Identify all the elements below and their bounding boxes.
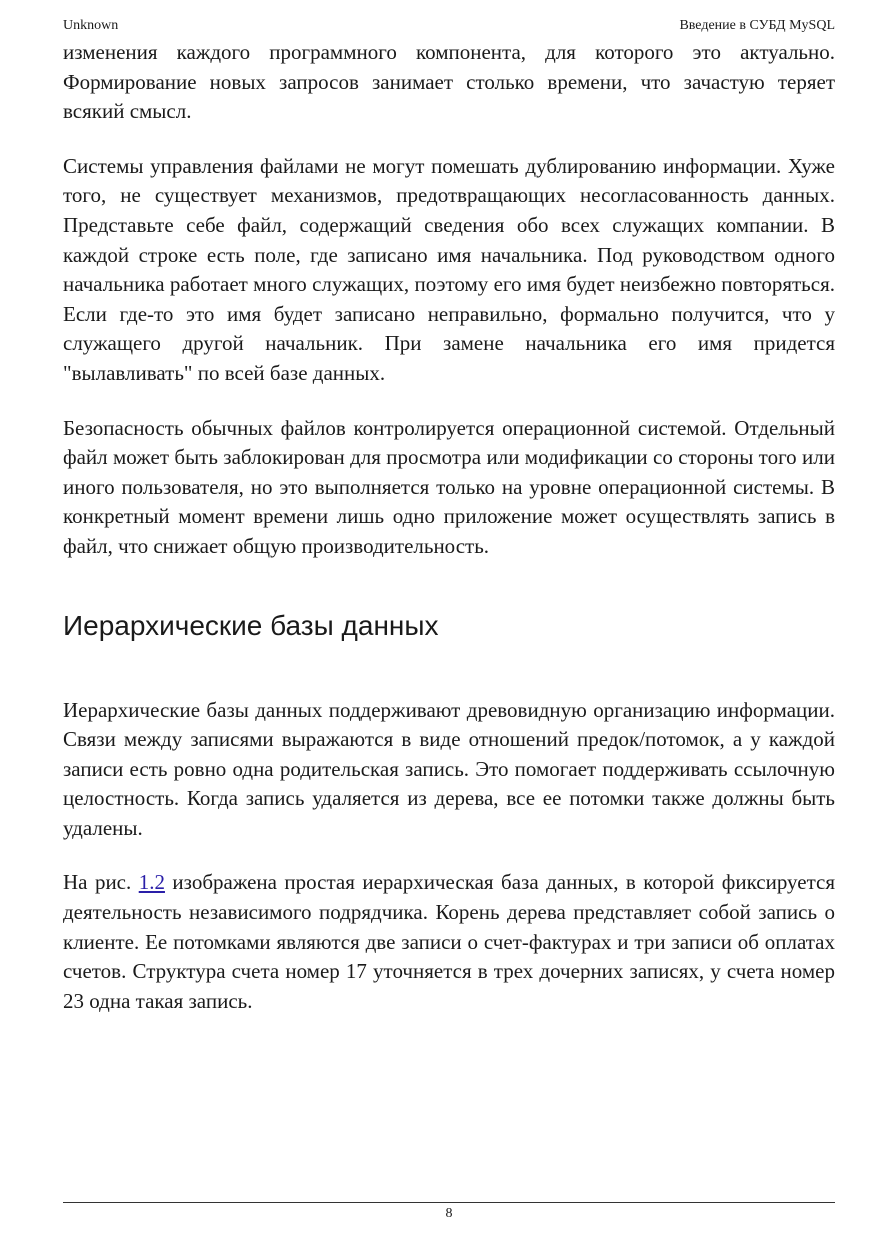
running-header — [63, 16, 835, 36]
header-left-text: Unknown — [63, 18, 119, 33]
page-body — [63, 38, 835, 1016]
figure-reference-link[interactable]: 1.2 — [138, 870, 165, 895]
header-document-title: Введение в СУБД MySQL — [679, 18, 835, 33]
paragraph-figure-description — [63, 868, 835, 1016]
paragraph-duplication: Системы управления файлами не могут помешать дублированию информации. Хуже того, не существует механизмов, предотвращающих несогласованность данных. Представьте себе файл, содержащий сведения обо всех служащих компании. В каждой строке есть поле, где записано имя начальника. Под руководством одного начальника работает много служащих, поэтому его имя будет неизбежно повторяться. Если где-то это имя будет записано неправильно, формально получится, что у служащего другой начальник. При замене начальника его имя придется "вылавливать" по всей базе данных. — [63, 153, 835, 385]
paragraph-continuation: изменения каждого программного компонента, для которого это актуально. Формирование новых запросов занимает столько времени, что зачастую теряет всякий смысл. — [63, 40, 835, 124]
footer-divider — [63, 1202, 835, 1203]
page-number: 8 — [445, 1206, 453, 1221]
paragraph-text-after-link: изображена простая иерархическая база данных, в которой фиксируется деятельность независимого подрядчика. Корень дерева представляет собой запись о клиенте. Ее потомками являются две записи о счет-фактурах и три записи об оплатах счетов. Структура счета номер 17 уточняется в трех дочерних записях, у счета номер 23 одна такая запись. — [63, 870, 836, 1013]
paragraph-text-before-link: На рис. — [63, 870, 139, 895]
section-heading: Иерархические базы данных — [63, 609, 439, 641]
paragraph-security: Безопасность обычных файлов контролируется операционной системой. Отдельный файл может быть заблокирован для просмотра или модификации со стороны того или иного пользователя, но это выполняется только на уровне операционной системы. В конкретный момент времени лишь одно приложение может осуществлять запись в файл, что снижает общую производительность. — [63, 415, 835, 558]
paragraph-hierarchical-intro: Иерархические базы данных поддерживают древовидную организацию информации. Связи между записями выражаются в виде отношений предок/потомок, а у каждой записи есть ровно одна родительская запись. Это помогает поддерживать ссылочную целостность. Когда запись удаляется из дерева, все ее потомки также должны быть удалены. — [63, 697, 835, 840]
